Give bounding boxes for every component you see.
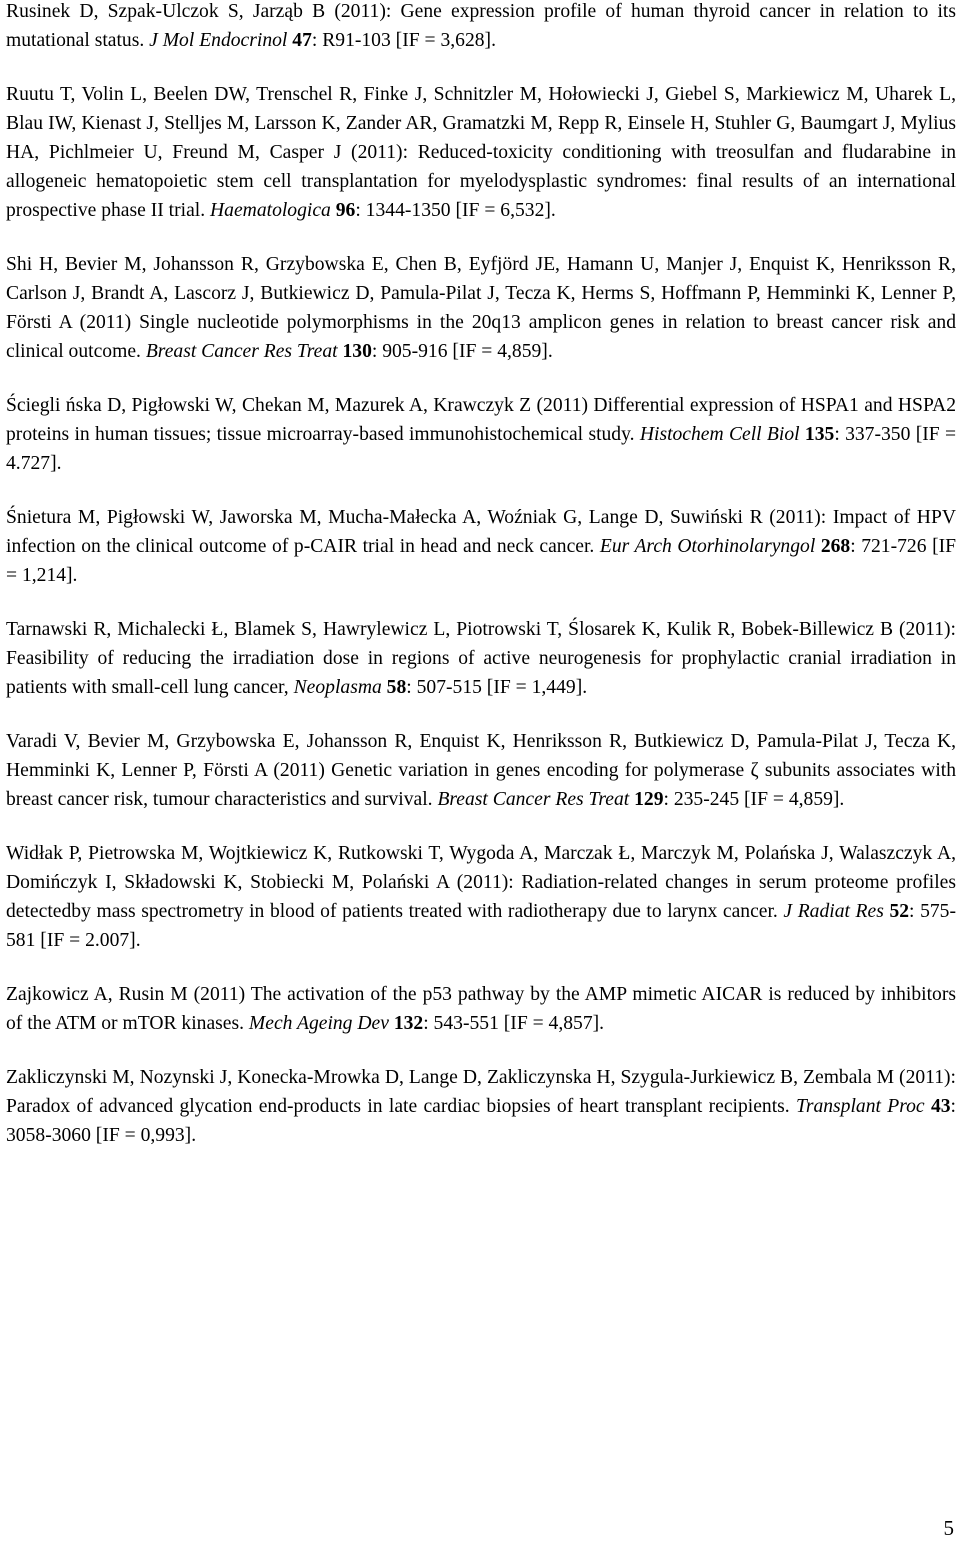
journal-name: Breast Cancer Res Treat — [437, 789, 630, 810]
journal-name: J Mol Endocrinol — [149, 30, 288, 51]
journal-name: Breast Cancer Res Treat — [145, 341, 338, 362]
journal-name: Eur Arch Otorhinolaryngol — [599, 536, 816, 557]
journal-name: J Radiat Res — [783, 901, 884, 922]
reference-text: Ściegli ńska D, Pigłowski W, Chekan M, Mazurek A, Krawczyk Z (2011) Differential expression of HSPA1 and HSPA2 proteins in human tissues; tissue microarray-based immunohistochemical study. — [6, 395, 956, 445]
reference-entry — [6, 0, 956, 55]
reference-text: Ruutu T, Volin L, Beelen DW, Trenschel R, Finke J, Schnitzler M, Hołowiecki J, Giebel S, Markiewicz M, Uharek L, Blau IW, Kienast J, Stelljes M, Larsson K, Zander AR, Gramatzki M, Repp R, Einsele H, Stuhler G, Baumgart J, Mylius HA, Pichlmeier U, Freund M, Casper J (2011): Reduced-toxicity conditioning with treosulfan and fludarabine in allogeneic hematopoietic stem cell transplantation for myelodysplastic syndromes: final results of an international prospective phase II trial. — [6, 84, 956, 221]
reference-pages: : 721-726 [IF = 1,214]. — [6, 536, 957, 586]
reference-pages: : 1344-1350 [IF = 6,532]. — [355, 200, 556, 221]
journal-volume: 135 — [804, 424, 835, 445]
reference-entry — [6, 391, 956, 478]
journal-volume: 96 — [335, 200, 356, 221]
journal-name: Transplant Proc — [796, 1096, 925, 1117]
reference-pages: : 575-581 [IF = 2.007]. — [6, 901, 956, 951]
journal-volume: 132 — [393, 1013, 424, 1034]
reference-pages: : R91-103 [IF = 3,628]. — [311, 30, 496, 51]
reference-pages: : 507-515 [IF = 1,449]. — [406, 677, 588, 698]
journal-name: Mech Ageing Dev — [248, 1013, 389, 1034]
reference-pages: : 235-245 [IF = 4,859]. — [663, 789, 845, 810]
journal-volume: 58 — [386, 677, 407, 698]
reference-pages: : 905-916 [IF = 4,859]. — [371, 341, 553, 362]
journal-name: Histochem Cell Biol — [639, 424, 800, 445]
journal-name: Haematologica — [210, 200, 331, 221]
reference-text: Tarnawski R, Michalecki Ł, Blamek S, Hawrylewicz L, Piotrowski T, Ślosarek K, Kulik R, Bobek-Billewicz B (2011): Feasibility of reducing the irradiation dose in regions of active neurogenesis for prophylactic cranial irradiation in patients with small-cell lung cancer, — [6, 619, 956, 698]
journal-volume: 268 — [820, 536, 851, 557]
page-number: 5 — [943, 1516, 954, 1540]
reference-entry — [6, 615, 956, 702]
journal-volume: 47 — [292, 30, 312, 51]
reference-entry — [6, 80, 956, 225]
reference-entry — [6, 503, 956, 590]
journal-volume: 129 — [634, 789, 664, 810]
journal-volume: 52 — [889, 901, 910, 922]
reference-text: Zakliczynski M, Nozynski J, Konecka-Mrowka D, Lange D, Zakliczynska H, Szygula-Jurkiewicz B, Zembala M (2011): Paradox of advanced glycation end-products in late cardiac biopsies of heart transplant recipients. — [6, 1067, 956, 1117]
journal-volume: 130 — [342, 341, 372, 362]
reference-text: Shi H, Bevier M, Johansson R, Grzybowska E, Chen B, Eyfjörd JE, Hamann U, Manjer J, Enquist K, Henriksson R, Carlson J, Brandt A, Lascorz J, Butkiewicz D, Pamula-Pilat J, Tecza K, Herms S, Hoffmann P, Hemminki K, Lenner P, Försti A (2011) Single nucleotide polymorphisms in the 20q13 amplicon genes in relation to breast cancer risk and clinical outcome. — [6, 254, 956, 362]
reference-text: Zajkowicz A, Rusin M (2011) The activation of the p53 pathway by the AMP mimetic AICAR is reduced by inhibitors of the ATM or mTOR kinases. — [6, 984, 956, 1034]
journal-volume: 43 — [930, 1096, 951, 1117]
reference-entry — [6, 727, 956, 814]
reference-list — [6, 0, 956, 1175]
reference-text: Widłak P, Pietrowska M, Wojtkiewicz K, Rutkowski T, Wygoda A, Marczak Ł, Marczyk M, Polańska J, Walaszczyk A, Domińczyk I, Składowski K, Stobiecki M, Polański A (2011): Radiation-related changes in serum proteome profiles detectedby mass spectrometry in blood of patients treated with radiotherapy due to larynx cancer. — [6, 843, 956, 922]
journal-name: Neoplasma — [293, 677, 382, 698]
reference-pages: : 3058-3060 [IF = 0,993]. — [6, 1096, 956, 1146]
reference-entry — [6, 839, 956, 955]
reference-entry — [6, 250, 956, 366]
reference-entry — [6, 980, 956, 1038]
reference-text: Śnietura M, Pigłowski W, Jaworska M, Mucha-Małecka A, Woźniak G, Lange D, Suwiński R (2011): Impact of HPV infection on the clinical outcome of p-CAIR trial in head and neck cancer. — [6, 507, 956, 557]
reference-pages: : 543-551 [IF = 4,857]. — [423, 1013, 605, 1034]
reference-text: Rusinek D, Szpak-Ulczok S, Jarząb B (2011): Gene expression profile of human thyroid cancer in relation to its mutational status. — [6, 1, 956, 51]
reference-pages: : 337-350 [IF = 4.727]. — [6, 424, 957, 474]
reference-text: Varadi V, Bevier M, Grzybowska E, Johansson R, Enquist K, Henriksson R, Butkiewicz D, Pamula-Pilat J, Tecza K, Hemminki K, Lenner P, Försti A (2011) Genetic variation in genes encoding for polymerase ζ subunits associates with breast cancer risk, tumour characteristics and survival. — [6, 731, 956, 810]
reference-entry — [6, 1063, 956, 1150]
